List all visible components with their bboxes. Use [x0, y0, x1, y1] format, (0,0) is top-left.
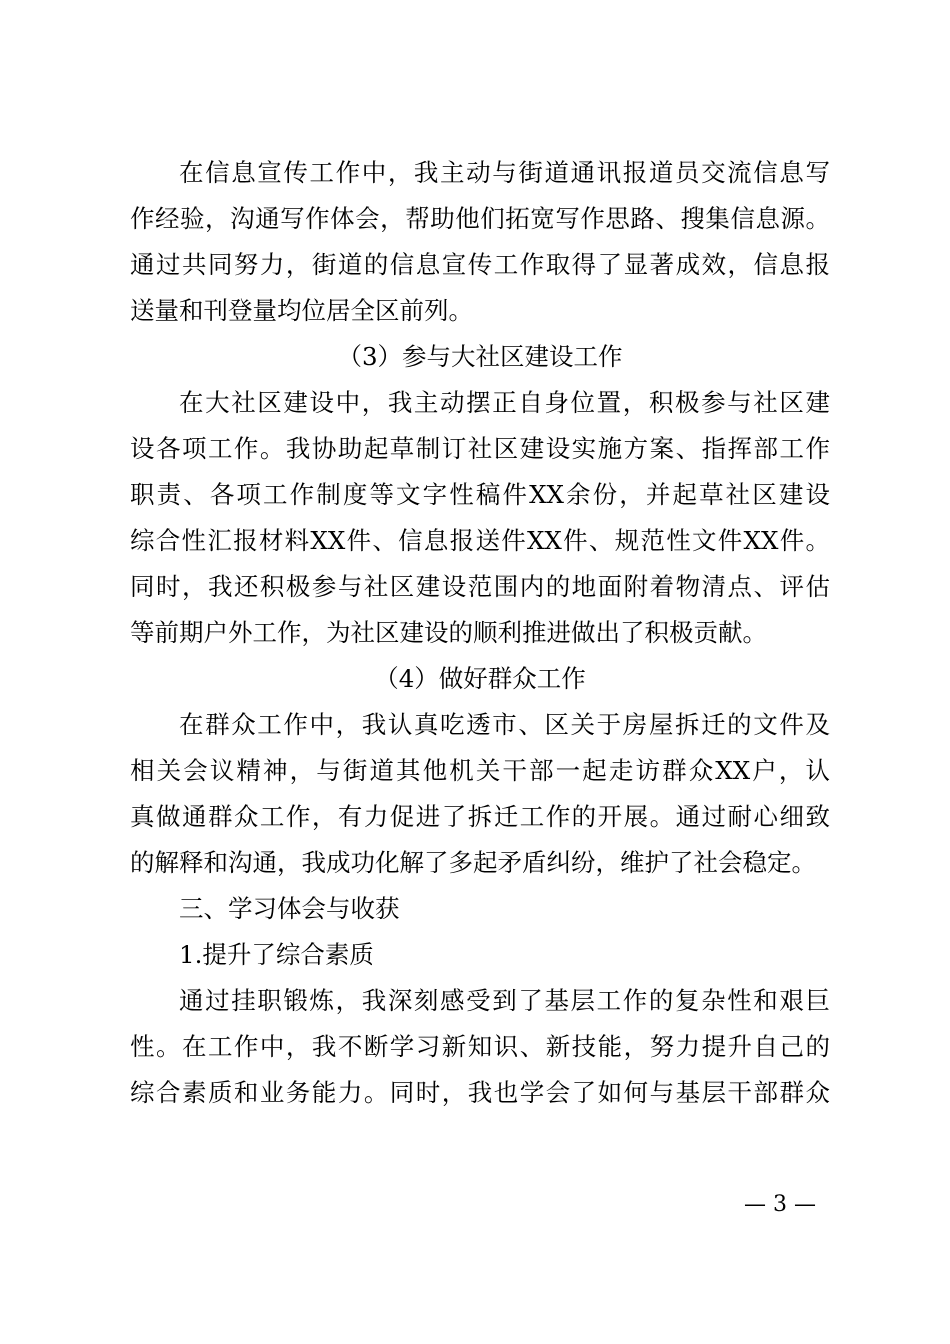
paragraph-line: 通过挂职锻炼，我深刻感受到了基层工作的复杂性和艰巨 [179, 986, 830, 1015]
paragraph-line: 送量和刊登量均位居全区前列。 [130, 296, 473, 325]
paragraph-line: 在群众工作中，我认真吃透市、区关于房屋拆迁的文件及 [179, 710, 830, 739]
paragraph-line: 在信息宣传工作中，我主动与街道通讯报道员交流信息写 [179, 158, 830, 187]
paragraph-line: 的解释和沟通，我成功化解了多起矛盾纠纷，维护了社会稳定。 [130, 848, 816, 877]
paragraph-line: 真做通群众工作，有力促进了拆迁工作的开展。通过耐心细致 [130, 802, 830, 831]
section-subheading: （3）参与大社区建设工作 [337, 342, 623, 371]
paragraph-line: 相关会议精神，与街道其他机关干部一起走访群众XX户，认 [130, 756, 830, 785]
body-text [130, 150, 830, 1116]
section-heading: 三、学习体会与收获 [179, 894, 400, 923]
paragraph-line: 性。在工作中，我不断学习新知识、新技能，努力提升自己的 [130, 1032, 830, 1061]
paragraph-line: 在大社区建设中，我主动摆正自身位置，积极参与社区建 [179, 388, 830, 417]
paragraph-line: 作经验，沟通写作体会，帮助他们拓宽写作思路、搜集信息源。 [130, 204, 830, 233]
paragraph-line: 综合素质和业务能力。同时，我也学会了如何与基层干部群众 [130, 1078, 830, 1107]
paragraph-line: 等前期户外工作，为社区建设的顺利推进做出了积极贡献。 [130, 618, 767, 647]
paragraph-line: 设各项工作。我协助起草制订社区建设实施方案、指挥部工作 [130, 434, 830, 463]
paragraph-line: 同时，我还积极参与社区建设范围内的地面附着物清点、评估 [130, 572, 830, 601]
page-number: — 3 — [744, 1192, 816, 1217]
subsection-heading: 1.提升了综合素质 [179, 940, 374, 969]
paragraph-line: 通过共同努力，街道的信息宣传工作取得了显著成效，信息报 [130, 250, 830, 279]
paragraph-line: 综合性汇报材料XX件、信息报送件XX件、规范性文件XX件。 [130, 526, 830, 555]
paragraph-line: 职责、各项工作制度等文字性稿件XX余份，并起草社区建设 [130, 480, 830, 509]
section-subheading: （4）做好群众工作 [374, 664, 586, 693]
